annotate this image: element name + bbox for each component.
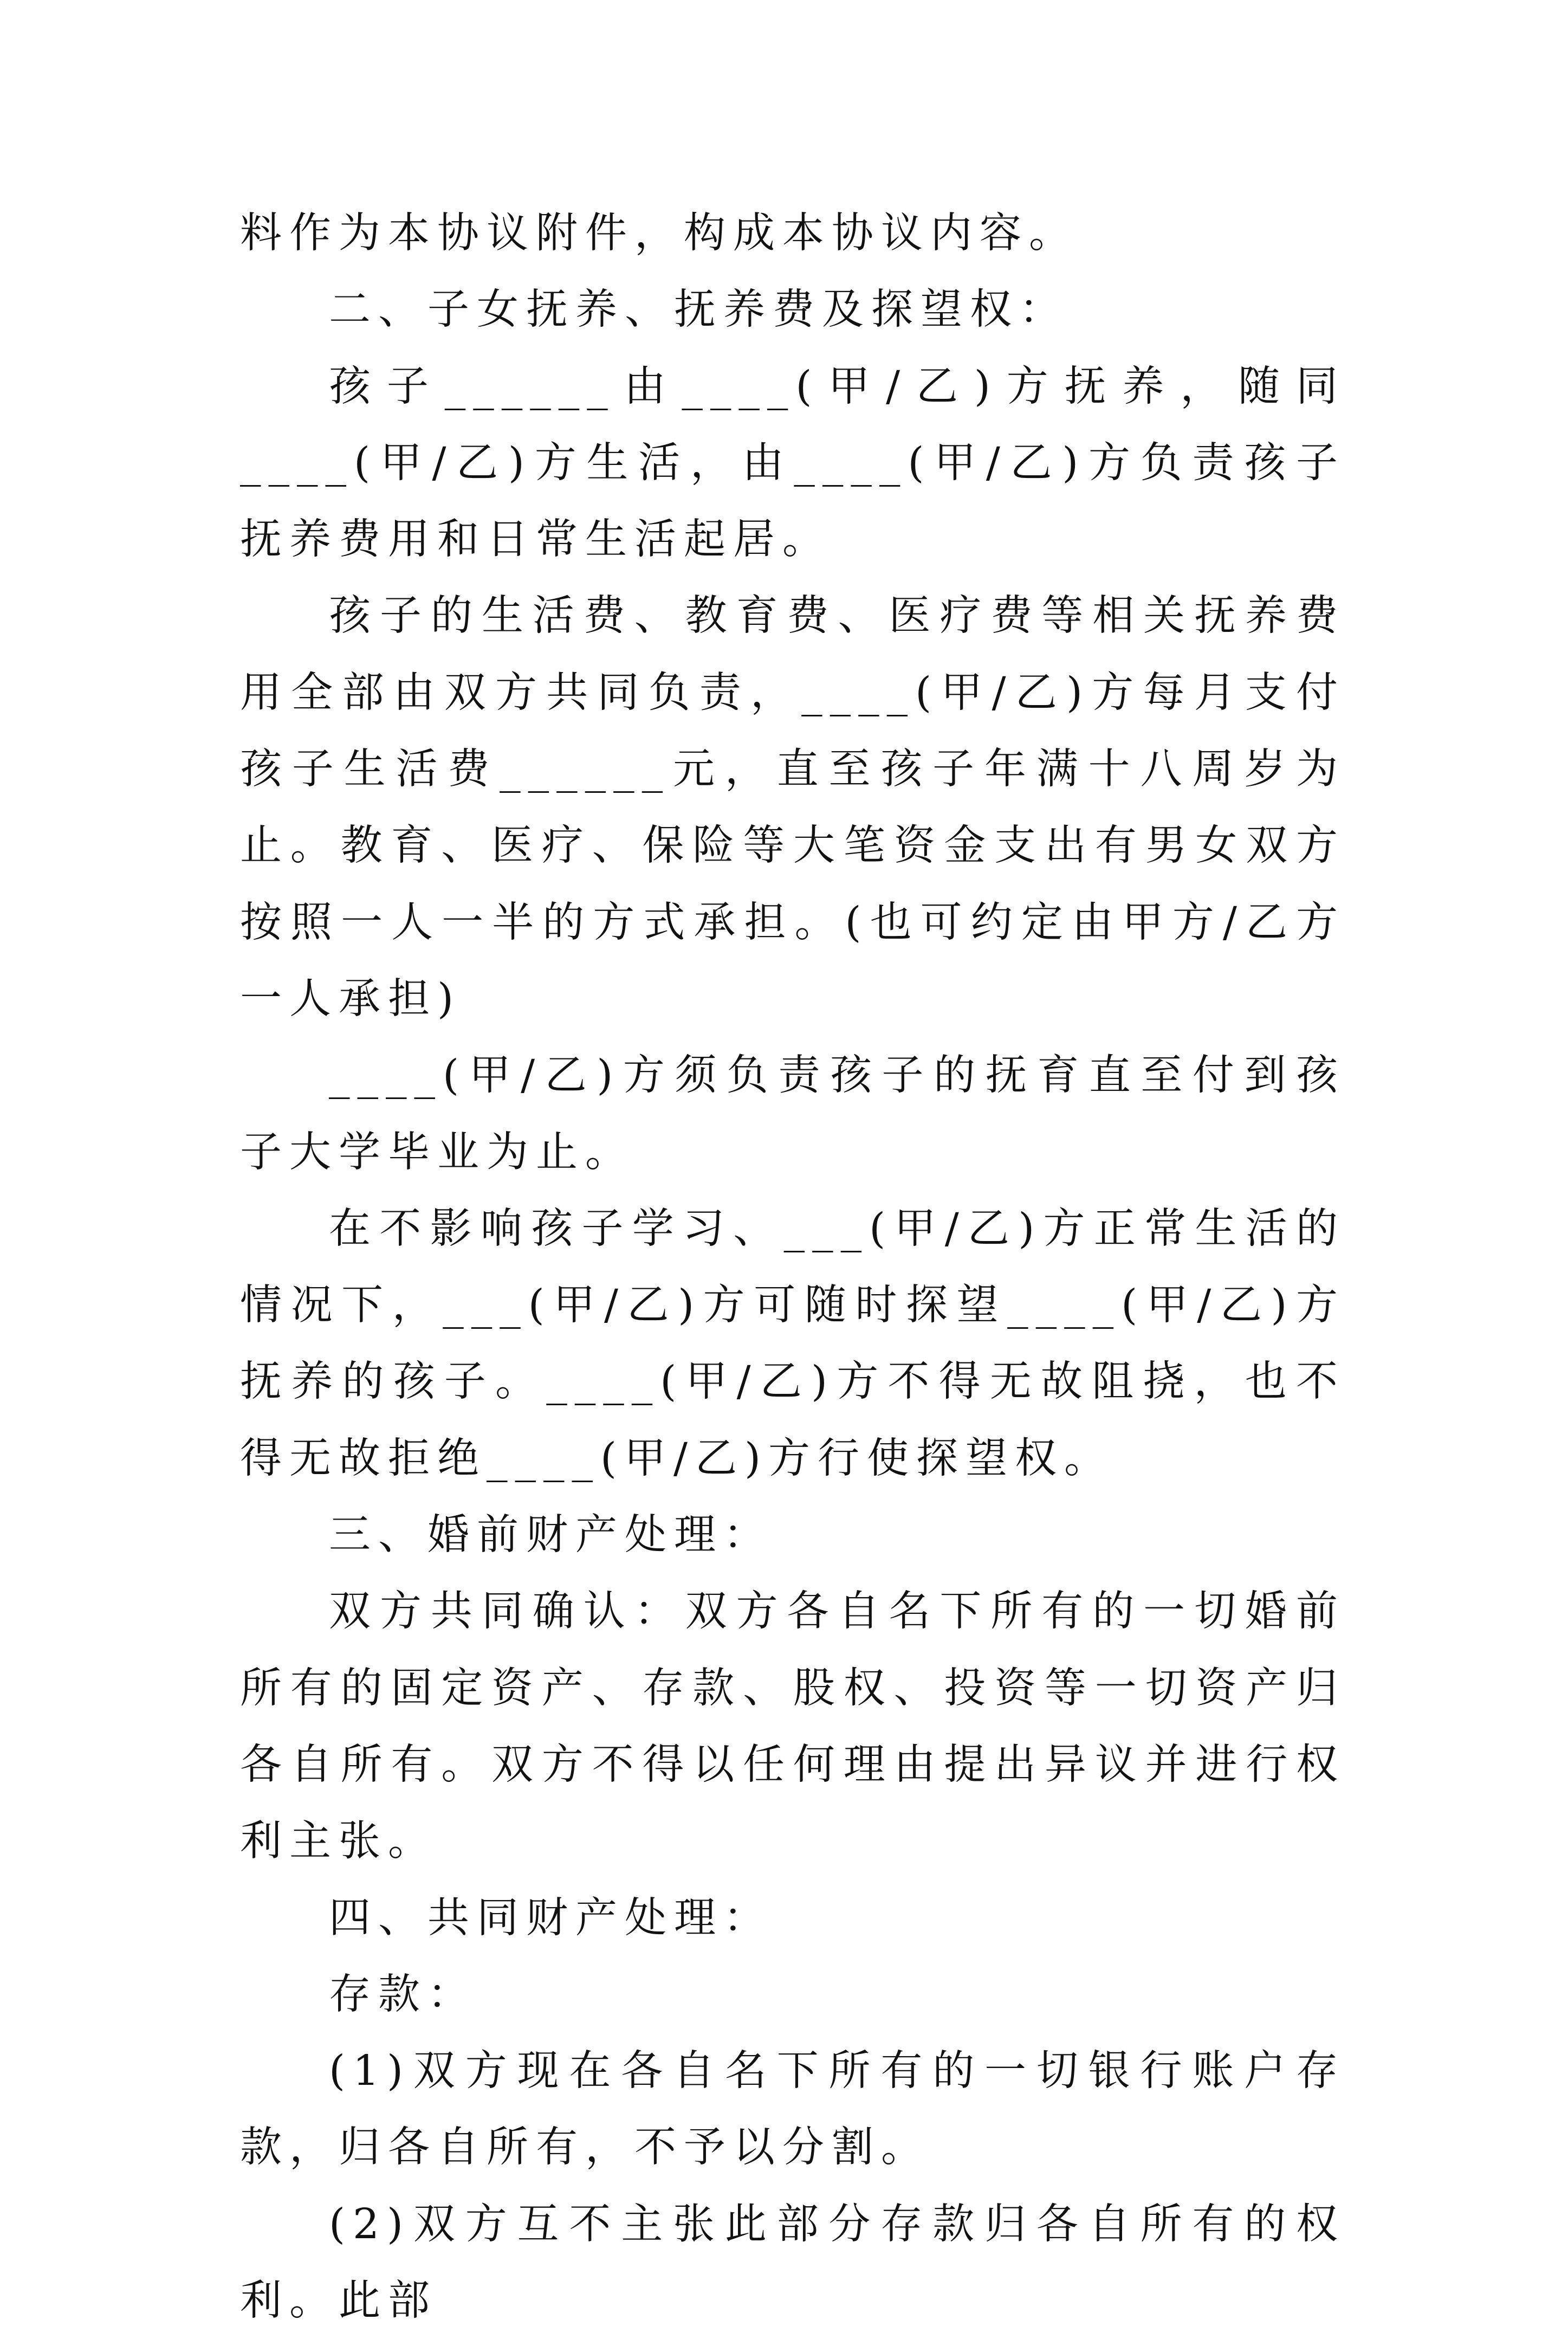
- paragraph-child-support-fees: 孩子的生活费、教育费、医疗费等相关抚养费用全部由双方共同负责，____(甲/乙)方每月支付孩子生活费______元，直至孩子年满十八周岁为止。教育、医疗、保险等大笔资金支出有男女双方按照一人一半的方式承担。(也可约定由甲方/乙方一人承担): [240, 592, 1345, 1023]
- paragraph-deposit-item-2: (2)双方互不主张此部分存款归各自所有的权利。此部: [240, 2200, 1345, 2325]
- document-body: [240, 195, 1345, 2339]
- paragraph-visitation-rights: 在不影响孩子学习、___(甲/乙)方正常生活的情况下，___(甲/乙)方可随时探望____(甲/乙)方抚养的孩子。____(甲/乙)方不得无故阻挠，也不得无故拒绝____(甲/乙)方行使探望权。: [240, 1204, 1345, 1483]
- subheading-deposits: 存款：: [329, 1970, 477, 2019]
- section-heading-joint-property: 四、共同财产处理：: [329, 1894, 773, 1942]
- section-heading-child-custody: 二、子女抚养、抚养费及探望权：: [329, 286, 1068, 334]
- section-heading-premarital-property: 三、婚前财产处理：: [329, 1511, 773, 1560]
- paragraph-premarital-property-confirmation: 双方共同确认：双方各自名下所有的一切婚前所有的固定资产、存款、股权、投资等一切资产归各自所有。双方不得以任何理由提出异议并进行权利主张。: [240, 1587, 1345, 1866]
- paragraph-upbringing-responsibility: ____(甲/乙)方须负责孩子的抚育直至付到孩子大学毕业为止。: [240, 1051, 1345, 1177]
- paragraph-custody-assignment: 孩子______由____(甲/乙)方抚养，随同____(甲/乙)方生活，由____(甲/乙)方负责孩子抚养费用和日常生活起居。: [240, 362, 1345, 564]
- paragraph-attachment-clause: 料作为本协议附件，构成本协议内容。: [240, 209, 1078, 257]
- paragraph-deposit-item-1: (1)双方现在各自名下所有的一切银行账户存款，归各自所有，不予以分割。: [240, 2047, 1345, 2172]
